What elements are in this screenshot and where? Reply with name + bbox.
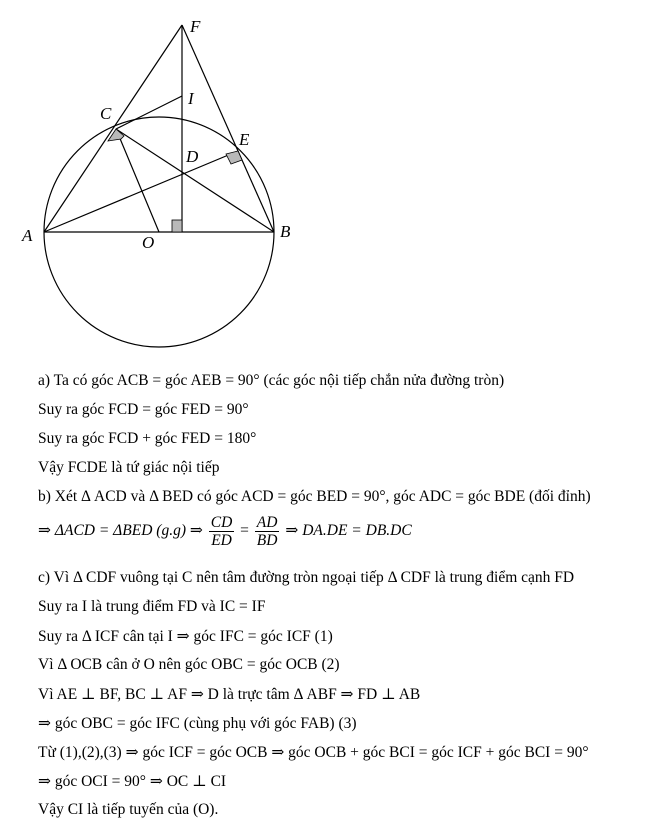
label-b: B: [280, 222, 291, 241]
product-result: DA.DE = DB.DC: [302, 522, 412, 540]
label-d: D: [186, 147, 199, 166]
label-c: C: [100, 104, 112, 123]
solution-a-line-4: Vậy FCDE là tứ giác nội tiếp: [38, 459, 220, 476]
fraction-cd-ed: [209, 514, 235, 549]
solution-a-line-3: Suy ra góc FCD + góc FED = 180°: [38, 430, 257, 447]
segment-ci: [116, 96, 182, 129]
fraction-numerator: CD: [210, 514, 233, 531]
right-angle-mark-e: [226, 151, 242, 164]
fraction-numerator: AD: [256, 514, 278, 531]
solution-c-line-6: ⇒ góc OBC = góc IFC (cùng phụ với góc FAB) (3): [38, 715, 357, 732]
label-a: A: [22, 226, 33, 245]
label-i: I: [188, 89, 194, 108]
similar-triangles: ΔACD = ΔBED: [54, 522, 153, 540]
solution-c-line-9: Vậy CI là tiếp tuyến của (O).: [38, 801, 219, 818]
right-angle-mark-c: [108, 129, 124, 141]
solution-a-line-2: Suy ra góc FCD = góc FED = 90°: [38, 401, 249, 418]
solution-c-line-8: ⇒ góc OCI = 90° ⇒ OC ⊥ CI: [38, 773, 227, 790]
segment-oc: [116, 129, 159, 232]
implies-symbol: ⇒: [186, 522, 207, 540]
fraction-ad-bd: [255, 514, 280, 549]
equals-symbol: =: [236, 522, 253, 540]
solution-b-line-1: b) Xét Δ ACD và Δ BED có góc ACD = góc BED = 90°, góc ADC = góc BDE (đối đỉnh): [38, 488, 591, 505]
implies-symbol: ⇒: [281, 522, 303, 540]
geometry-figure: [0, 0, 661, 360]
segment-af: [44, 25, 182, 232]
segment-bc: [116, 129, 274, 232]
solution-c-line-4: Vì Δ OCB cân ở O nên góc OBC = góc OCB (2): [38, 656, 340, 673]
solution-c-line-2: Suy ra I là trung điểm FD và IC = IF: [38, 598, 266, 615]
right-angle-mark-h: [172, 220, 182, 232]
implies-symbol: ⇒: [38, 522, 55, 540]
label-o: O: [142, 233, 155, 252]
solution-a-line-1: a) Ta có góc ACB = góc AEB = 90° (các góc nội tiếp chắn nửa đường tròn): [38, 372, 505, 389]
segment-ae: [44, 151, 238, 232]
label-f: F: [190, 17, 201, 36]
solution-c-line-3: Suy ra Δ ICF cân tại I ⇒ góc IFC = góc ICF (1): [38, 628, 333, 645]
solution-c-line-5: Vì AE ⊥ BF, BC ⊥ AF ⇒ D là trực tâm Δ ABF ⇒ FD ⊥ AB: [38, 686, 421, 703]
fraction-denominator: ED: [211, 532, 232, 549]
solution-c-line-7: Từ (1),(2),(3) ⇒ góc ICF = góc OCB ⇒ góc OCB + góc BCI = góc ICF + góc BCI = 90°: [38, 744, 589, 761]
solution-b-proportion: [38, 514, 412, 549]
solution-c-line-1: c) Vì Δ CDF vuông tại C nên tâm đường tròn ngoại tiếp Δ CDF là trung điểm cạnh FD: [38, 569, 575, 586]
segment-bf: [182, 25, 274, 232]
fraction-denominator: BD: [256, 532, 278, 549]
label-e: E: [239, 130, 250, 149]
similarity-case: (g.g): [156, 522, 186, 540]
